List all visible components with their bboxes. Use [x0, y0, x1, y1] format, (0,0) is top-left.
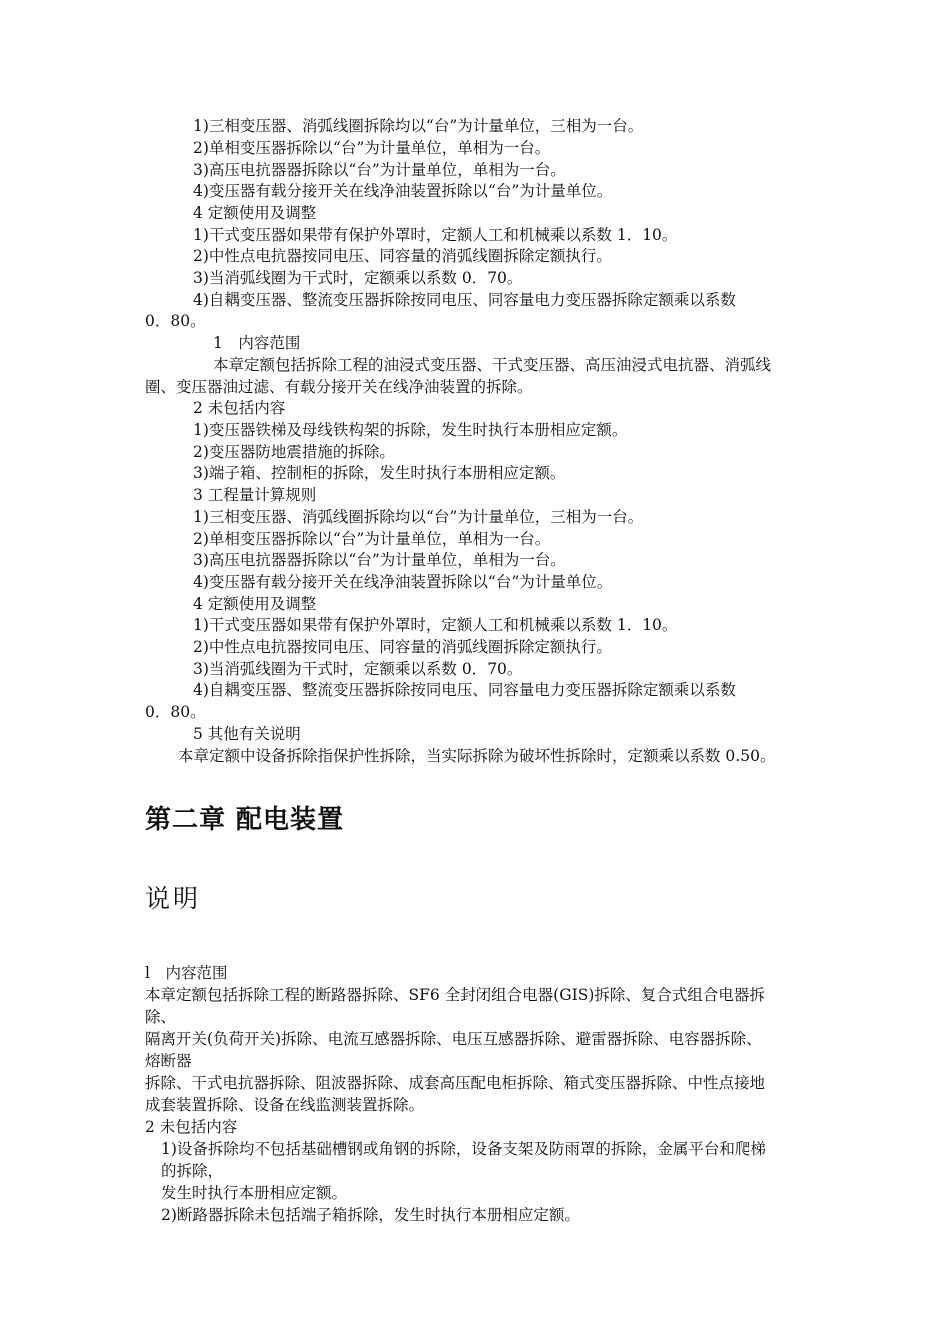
scope-paragraph: 本章定额包括拆除工程的油浸式变压器、干式变压器、高压油浸式电抗器、消弧线	[213, 356, 772, 374]
adjust-item-4-cont: 0．80。	[145, 703, 206, 721]
rule-item-4: 4)变压器有载分接开关在线净油装置拆除以“台”为计量单位。	[193, 573, 613, 591]
rule-item-2: 2)单相变压器拆除以“台”为计量单位，单相为一台。	[193, 139, 551, 157]
excluded-item-3: 3)端子箱、控制柜的拆除，发生时执行本册相应定额。	[193, 464, 566, 482]
chapter-title: 第二章 配电装置	[145, 805, 345, 835]
section-heading-scope: 1 内容范围	[213, 334, 301, 352]
section-heading-excluded: 2 未包括内容	[145, 1118, 238, 1136]
scope-paragraph-cont: 成套装置拆除、设备在线监测装置拆除。	[145, 1096, 425, 1114]
adjust-item-3: 3)当消弧线圈为干式时，定额乘以系数 0．70。	[193, 269, 523, 287]
adjust-item-2: 2)中性点电抗器按同电压、同容量的消弧线圈拆除定额执行。	[193, 638, 612, 656]
scope-paragraph-cont: 隔离开关(负荷开关)拆除、电流互感器拆除、电压互感器拆除、避雷器拆除、电容器拆除、	[145, 1030, 762, 1048]
section-heading-calc-rules: 3 工程量计算规则	[193, 486, 317, 504]
section-heading-adjustment: 4 定额使用及调整	[193, 595, 317, 613]
rule-item-1: 1)三相变压器、消弧线圈拆除均以“台”为计量单位，三相为一台。	[193, 508, 644, 526]
excluded-item-1: 1)变压器铁梯及母线铁构架的拆除，发生时执行本册相应定额。	[193, 421, 628, 439]
scope-paragraph-cont: 圈、变压器油过滤、有载分接开关在线净油装置的拆除。	[145, 378, 533, 396]
adjust-item-1: 1)干式变压器如果带有保护外罩时，定额人工和机械乘以系数 1．10。	[193, 616, 678, 634]
scope-paragraph-cont: 拆除、干式电抗器拆除、阻波器拆除、成套高压配电柜拆除、箱式变压器拆除、中性点接地	[145, 1074, 766, 1092]
adjust-item-4: 4)自耦变压器、整流变压器拆除按同电压、同容量电力变压器拆除定额乘以系数	[193, 291, 736, 309]
excluded-item-2: 2)变压器防地震措施的拆除。	[193, 443, 395, 461]
excluded-item-1-cont: 发生时执行本册相应定额。	[161, 1184, 348, 1202]
rule-item-3: 3)高压电抗器器拆除以“台”为计量单位，单相为一台。	[193, 551, 566, 569]
adjust-item-2: 2)中性点电抗器按同电压、同容量的消弧线圈拆除定额执行。	[193, 247, 612, 265]
excluded-item-1: 1)设备拆除均不包括基础槽钢或角钢的拆除，设备支架及防雨罩的拆除，金属平台和爬梯	[161, 1140, 766, 1158]
adjust-item-1: 1)干式变压器如果带有保护外罩时，定额人工和机械乘以系数 1．10。	[193, 226, 678, 244]
excluded-item-2: 2)断路器拆除未包括端子箱拆除，发生时执行本册相应定额。	[161, 1206, 580, 1224]
adjust-item-4-cont: 0．80。	[145, 312, 206, 330]
section-heading-excluded: 2 未包括内容	[193, 399, 286, 417]
excluded-item-1-cont: 的拆除，	[161, 1162, 224, 1180]
section-heading-scope: l 内容范围	[145, 964, 228, 982]
section-title: 说明	[145, 884, 202, 913]
rule-item-2: 2)单相变压器拆除以“台”为计量单位，单相为一台。	[193, 530, 551, 548]
scope-paragraph-cont: 熔断器	[145, 1052, 192, 1070]
section-heading-other: 5 其他有关说明	[193, 725, 301, 743]
rule-item-4: 4)变压器有载分接开关在线净油装置拆除以“台”为计量单位。	[193, 182, 613, 200]
adjust-item-4: 4)自耦变压器、整流变压器拆除按同电压、同容量电力变压器拆除定额乘以系数	[193, 681, 736, 699]
rule-item-1: 1)三相变压器、消弧线圈拆除均以“台”为计量单位，三相为一台。	[193, 117, 644, 135]
scope-paragraph-cont: 除、	[145, 1008, 177, 1026]
scope-paragraph: 本章定额包括拆除工程的断路器拆除、SF6 全封闭组合电器(GIS)拆除、复合式组合电器拆	[145, 986, 765, 1004]
section-heading-adjustment: 4 定额使用及调整	[193, 204, 317, 222]
rule-item-3: 3)高压电抗器器拆除以“台”为计量单位，单相为一台。	[193, 161, 566, 179]
adjust-item-3: 3)当消弧线圈为干式时，定额乘以系数 0．70。	[193, 660, 523, 678]
other-paragraph: 本章定额中设备拆除指保护性拆除，当实际拆除为破坏性拆除时，定额乘以系数 0.50。	[178, 747, 776, 765]
